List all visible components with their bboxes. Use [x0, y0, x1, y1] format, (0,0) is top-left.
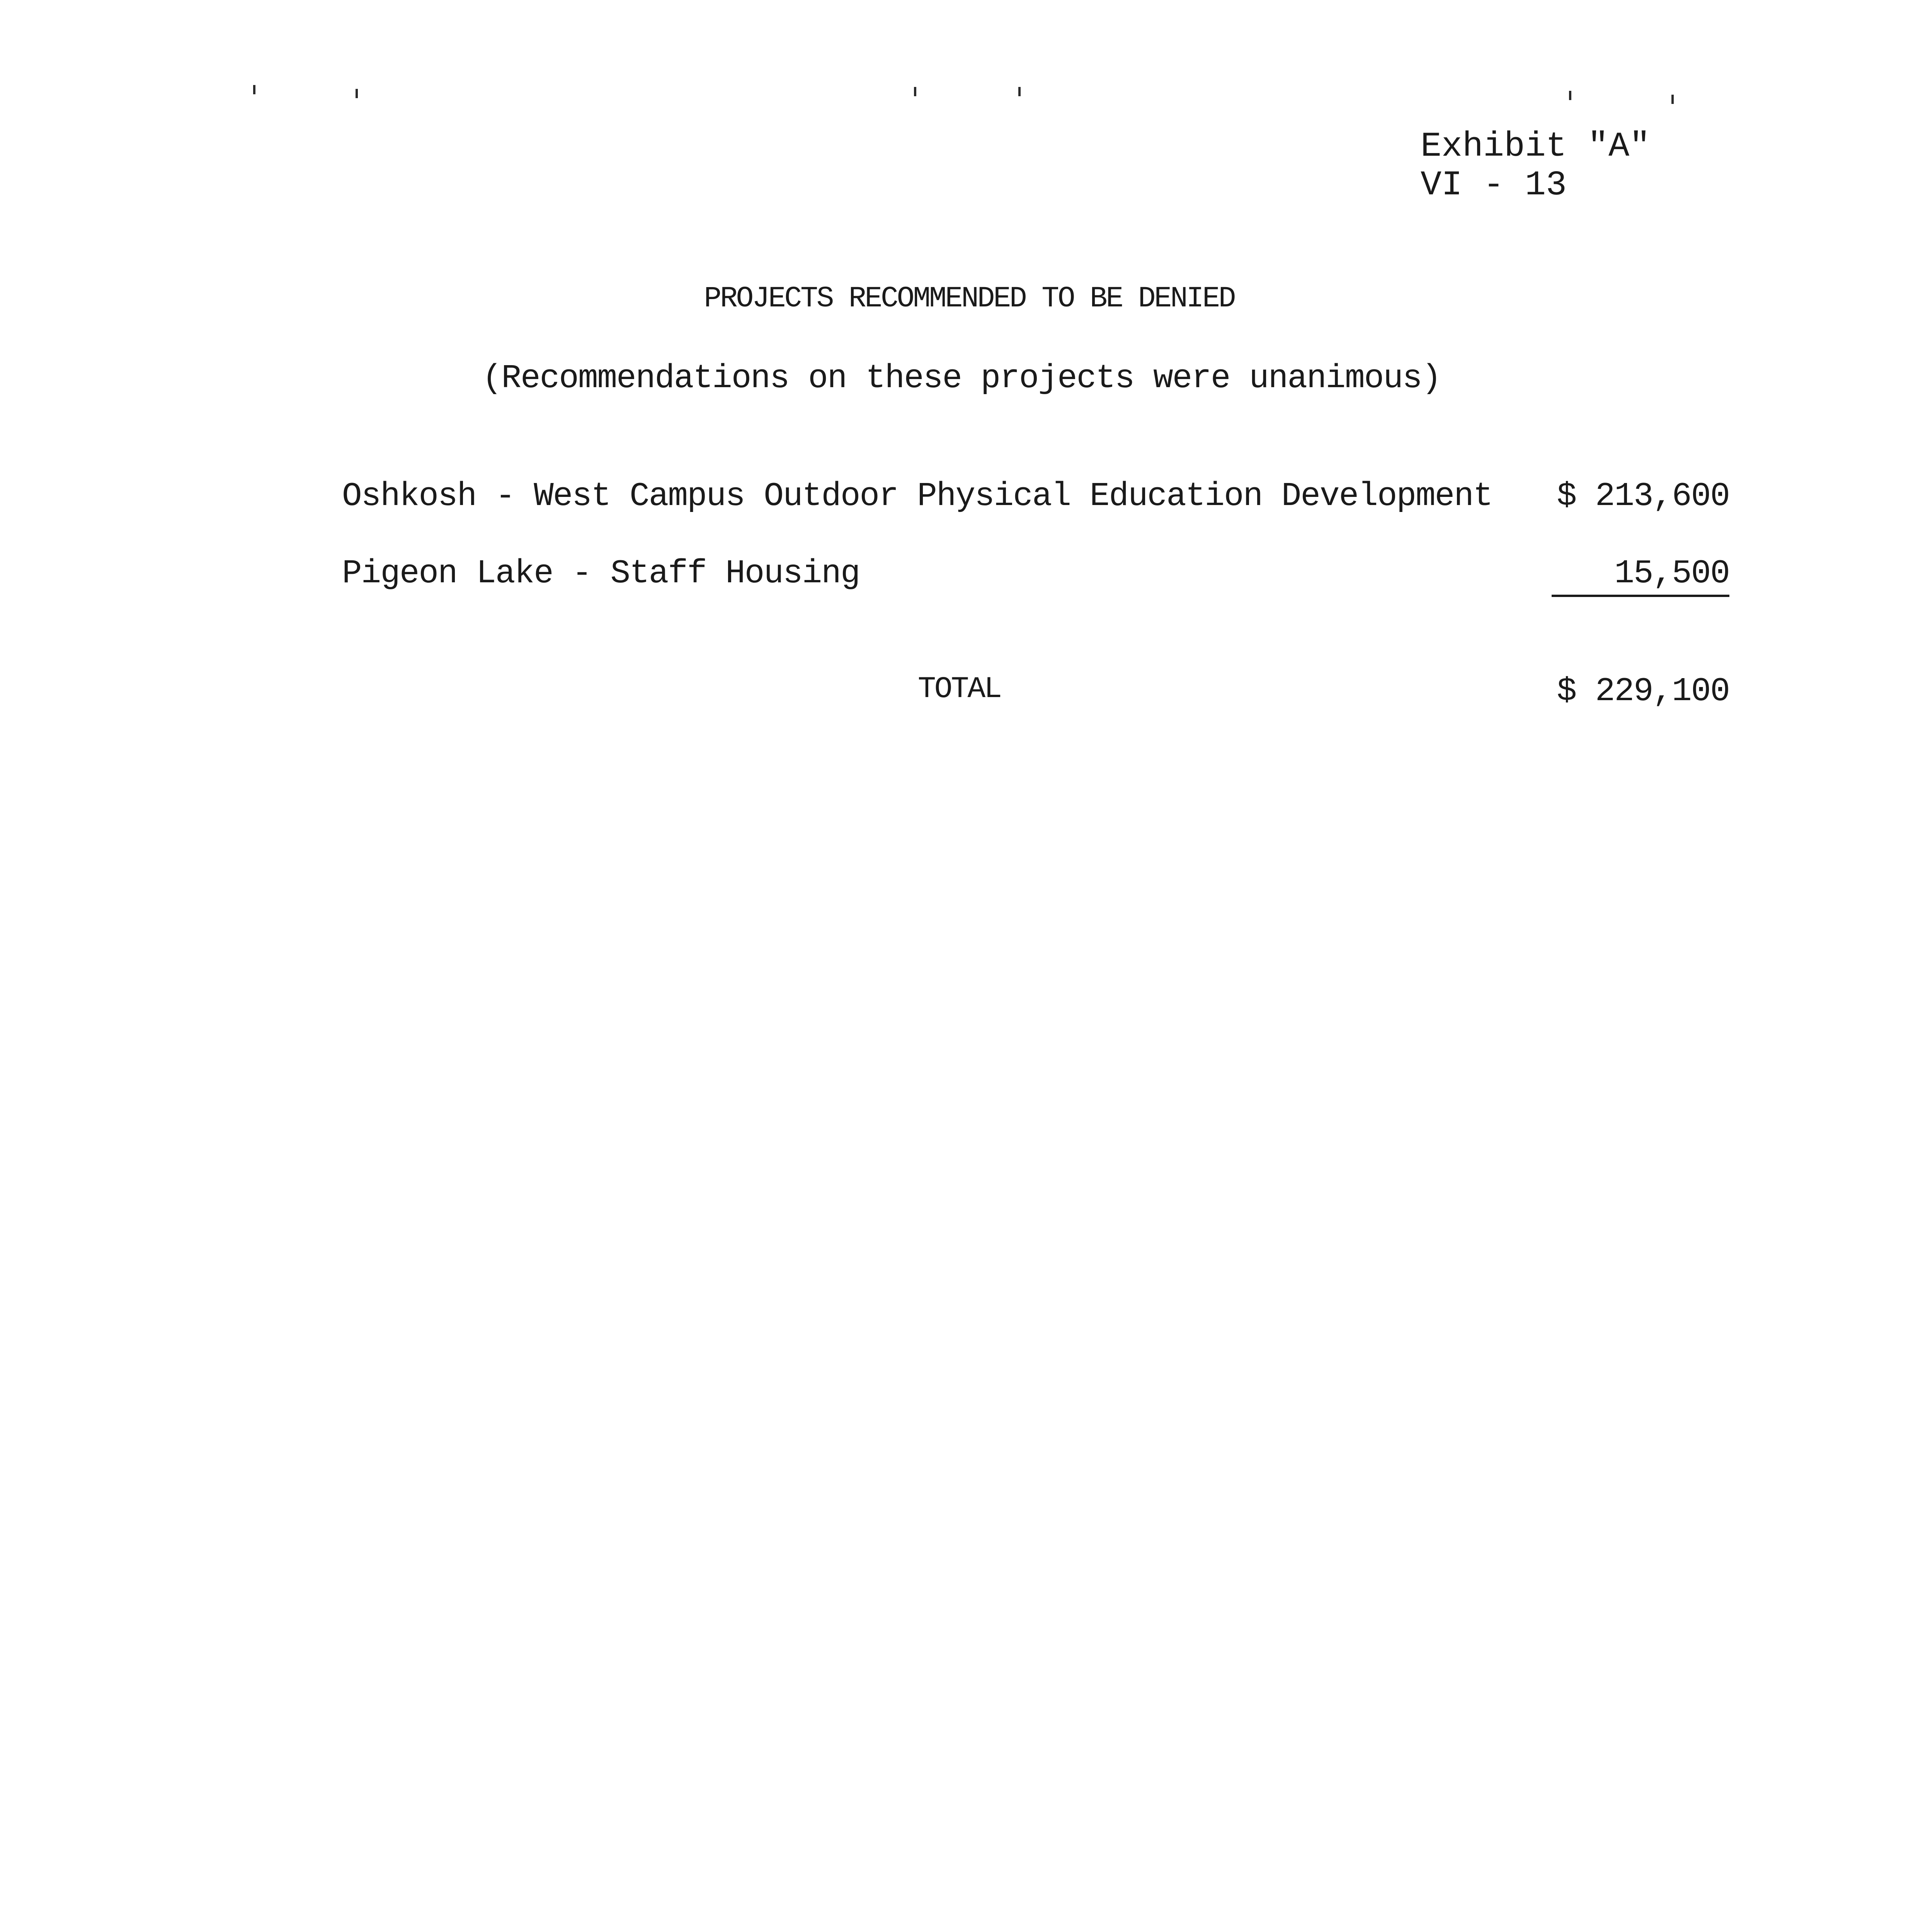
total-label: TOTAL	[918, 672, 1001, 706]
scan-mark	[914, 87, 916, 96]
total-row	[342, 672, 1729, 715]
exhibit-label: Exhibit "A"	[1421, 127, 1651, 167]
scan-mark	[1671, 95, 1674, 104]
page-title: PROJECTS RECOMMENDED TO BE DENIED	[704, 282, 1235, 315]
scan-mark	[1018, 87, 1021, 96]
project-amount: 15,500	[1552, 554, 1729, 597]
project-amount: $ 213,600	[1557, 477, 1729, 515]
project-row	[342, 554, 1729, 597]
scan-mark	[356, 89, 358, 98]
project-row	[342, 477, 1729, 520]
page-subtitle: (Recommendations on these projects were unanimous)	[482, 359, 1441, 397]
exhibit-number: VI - 13	[1421, 166, 1567, 205]
project-name: Oshkosh - West Campus Outdoor Physical Education Development	[342, 477, 1492, 515]
project-name: Pigeon Lake - Staff Housing	[342, 554, 860, 592]
scan-mark	[1569, 91, 1571, 100]
exhibit-reference	[1421, 128, 1650, 205]
total-amount: $ 229,100	[1557, 672, 1729, 710]
scan-mark	[253, 85, 255, 94]
